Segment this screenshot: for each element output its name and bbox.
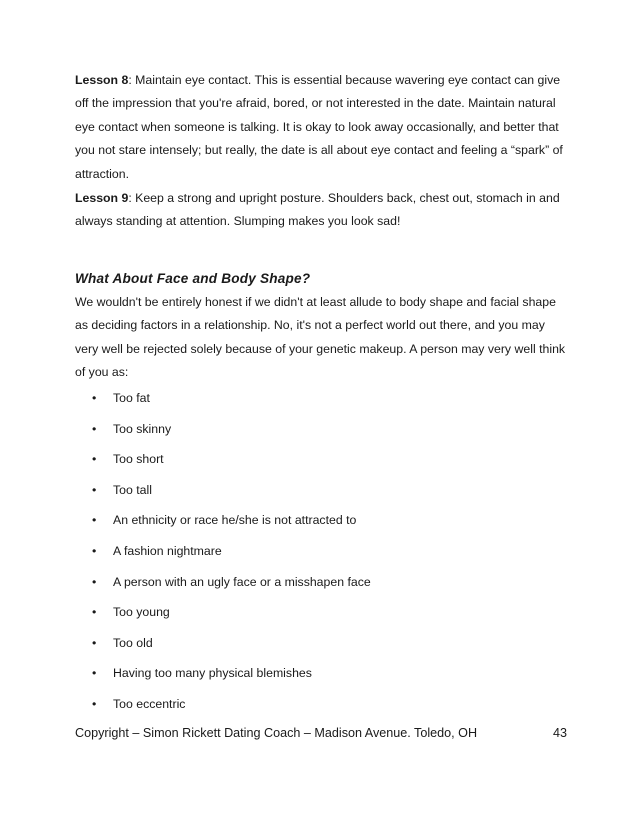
bullet-icon: • bbox=[92, 391, 97, 405]
list-item: • Too old bbox=[92, 633, 371, 664]
list-item: • A fashion nightmare bbox=[92, 541, 371, 572]
bullet-icon: • bbox=[92, 513, 97, 528]
page-number: 43 bbox=[552, 726, 567, 740]
lesson-9-text: : Keep a strong and upright posture. Shoulders back, chest out, stomach in and always standing at attention. Slumping makes you look sad! bbox=[75, 191, 560, 229]
section-heading: What About Face and Body Shape? bbox=[75, 271, 311, 286]
list-item: • A person with an ugly face or a misshapen face bbox=[92, 572, 371, 603]
list-item: • An ethnicity or race he/she is not attracted to bbox=[92, 510, 371, 541]
list-item: • Having too many physical blemishes bbox=[92, 663, 371, 694]
section-intro-paragraph: We wouldn't be entirely honest if we didn't at least allude to body shape and facial shape as deciding factors in a relationship. No, it's not a perfect world out there, and you may very well be rejected solely because of your genetic makeup. A person may very well think of you as: bbox=[75, 295, 566, 380]
list-item: • Too skinny bbox=[92, 419, 371, 450]
page-footer bbox=[75, 726, 567, 740]
lesson-8-paragraph bbox=[75, 69, 571, 186]
list-item: • Too fat bbox=[92, 388, 371, 419]
bullet-icon: • bbox=[92, 421, 97, 436]
list-item: • Too eccentric bbox=[92, 694, 371, 725]
bullet-icon: • bbox=[92, 543, 97, 558]
bullet-icon: • bbox=[92, 482, 97, 497]
bullet-icon: • bbox=[92, 666, 97, 681]
lesson-9-label: Lesson 9 bbox=[75, 191, 129, 205]
bullet-icon: • bbox=[92, 574, 97, 589]
bullet-icon: • bbox=[92, 605, 97, 620]
list-item: • Too tall bbox=[92, 480, 371, 511]
bullet-icon: • bbox=[92, 452, 97, 467]
list-item: • Too young bbox=[92, 602, 371, 633]
bullet-icon: • bbox=[92, 696, 97, 711]
lesson-8-text: : Maintain eye contact. This is essential because wavering eye contact can give off the impression that you're afraid, bored, or not interested in the date. Maintain natural eye contact when someone is talking. It is okay to look away occasionally, and better that you not stare intensely; but really, the date is all about eye contact and feeling a “spark” of attraction. bbox=[75, 73, 563, 181]
lesson-8-label: Lesson 8 bbox=[75, 73, 129, 87]
lesson-9-paragraph bbox=[75, 187, 571, 234]
bullet-list bbox=[92, 388, 371, 725]
footer-copyright: Copyright – Simon Rickett Dating Coach – Madison Avenue. Toledo, OH bbox=[75, 726, 478, 740]
list-item: • Too short bbox=[92, 449, 371, 480]
bullet-icon: • bbox=[92, 635, 97, 650]
